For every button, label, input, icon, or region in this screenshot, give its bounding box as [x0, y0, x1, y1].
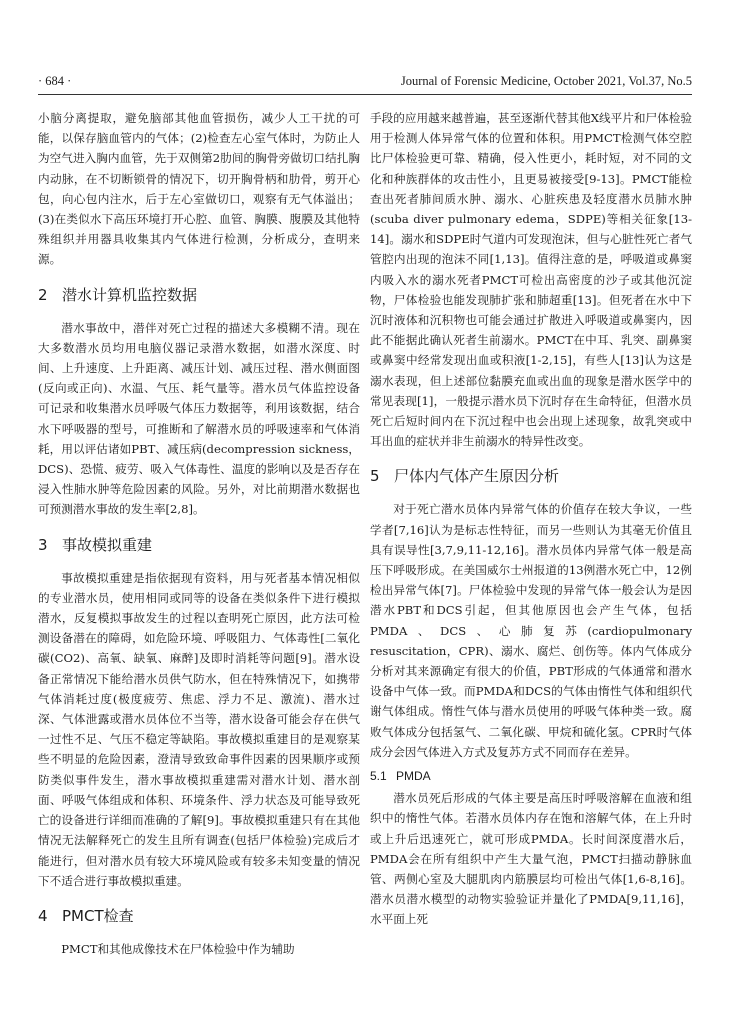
running-header: [38, 70, 692, 95]
left-column: [38, 108, 360, 959]
section-5-heading: [370, 465, 692, 487]
section-4-body: PMCT和其他成像技术在尸体检验中作为辅助: [61, 941, 295, 956]
page-number: · 684 ·: [38, 74, 72, 88]
section-number: 4: [38, 906, 48, 925]
section-4-heading: [38, 905, 360, 927]
section-3-body: 事故模拟重建是指依据现有资料，用与死者基本情况相似的专业潜水员，使用相同或同等的设备在类似条件下进行模拟潜水，反复模拟事故发生的过程以查明死亡原因，此方法可检测设备潜在的障碍，如危险环境、呼吸阻力、气体毒性[二氧化碳(CO2)、高氧、缺氧、麻醉]及即时消耗等问题[9]。潜水设备正常情况下能给潜水员供气防水，但在特殊情况下，如携带气体消耗过度(极度疲劳、焦虑、浮力不足、激流)、潜水过深、气体泄露或潜水员体位不当等，潜水设备可能会存在供气一过性不足、气压不稳定等缺陷。事故模拟重建目的是观察某些不明显的危险因素，澄清导致致命事件因素的因果顺序或预防类似事件发生，潜水事故模拟重建需对潜水计划、潜水剖面、呼吸气体组成和体积、环境条件、浮力状态及可能导致死亡的设备进行详细而准确的了解[9]。事故模拟重建只有在其他情况无法解释死亡的发生且所有调查(包括尸体检验)完成后才能进行，但对潜水员有较大环境风险或有较多未知变量的情况下不适合进行事故模拟重建。: [38, 570, 360, 888]
section-2-body: 潜水事故中，潜伴对死亡过程的描述大多模糊不清。现在大多数潜水员均用电脑仪器记录潜水数据，如潜水深度、时间、上升速度、上升距离、减压计划、减压过程、潜水侧面图(反向或正向)、水温、气压、耗气量等。潜水员气体监控设备可记录和收集潜水员呼吸气体压力数据等，利用该数据，结合水下呼吸器的型号，可推断和了解潜水员的呼吸速率和气体消耗，用以评估诸如PBT、减压病(decompression sickness，DCS)、恐慌、疲劳、吸入气体毒性、温度的影响以及是否存在浸入性肺水肿等危险因素的风险。另外，对比前期潜水数据也可预测潜水事故的发生率[2,8]。: [38, 320, 360, 517]
right-column: [370, 108, 692, 930]
subsection-5-1-body: 潜水员死后形成的气体主要是高压时呼吸溶解在血液和组织中的惰性气体。若潜水员体内存在饱和溶解气体，在上升时或上升后迅速死亡，就可形成PMDA。长时间深度潜水后，PMDA会在所有组织中产生大量气泡，PMCT扫描动静脉血管、两侧心室及大腿肌肉内筋膜层均可检出气体[1,6-8,16]。潜水员潜水模型的动物实验验证并量化了PMDA[9,11,16]，水平面上死: [370, 791, 692, 927]
section-3-heading: [38, 534, 360, 556]
section-2-heading: [38, 284, 360, 306]
section-number: 3: [38, 535, 48, 554]
subsection-title: PMDA: [396, 769, 431, 784]
section-title: PMCT检查: [62, 906, 134, 925]
subsection-5-1-heading: [370, 766, 692, 786]
section-title: 事故模拟重建: [62, 535, 153, 554]
subsection-number: 5.1: [370, 769, 387, 784]
section-number: 5: [370, 467, 380, 486]
section-number: 2: [38, 285, 48, 304]
section-title: 潜水计算机监控数据: [62, 285, 198, 304]
intro-paragraph: 小脑分离提取，避免脑部其他血管损伤，减少人工干扰的可能，以保存脑血管内的气体；(2)检查左心室气体时，为防止人为空气进入胸内血管，先于双侧第2肋间的胸骨旁做切口结扎胸内动脉，在不切断锁骨的情况下，切开胸骨柄和肋骨，剪开心包，向心包内注水，后于左心室做切口，观察有无气体溢出；(3)在类似水下高压环境打开心腔、血管、胸膜、腹膜及其他特殊组织并用器具收集其内气体进行检测，分析成分，查明来源。: [38, 111, 360, 267]
section-title: 尸体内气体产生原因分析: [394, 467, 560, 486]
continued-paragraph: 手段的应用越来越普遍，甚至逐渐代替其他X线平片和尸体检验用于检测人体异常气体的位置和体积。用PMCT检测气体空腔比尸体检验更可靠、精确，侵入性更小，耗时短，对不同的文化和种族群体的攻击性小，且更易被接受[9-13]。PMCT能检查出死者肺间质水肿、溺水、心脏疾患及轻度潜水员肺水肿(scuba diver pulmonary edema，SDPE)等相关征象[13-14]。溺水和SDPE时气道内可发现泡沫，但与心脏性死亡者气管腔内出现的泡沫不同[1,13]。值得注意的是，呼吸道或鼻窦内吸入水的溺水死者PMCT可检出高密度的沙子或其他沉淀物，尸体检验也能发现肺扩张和肺超重[13]。但死者在水中下沉时液体和沉积物也可能会通过扩散进入呼吸道或鼻窦内，因此不能据此确认死者生前溺水。PMCT在中耳、乳突、副鼻窦或鼻窦中经常发现出血或积液[1-2,15]，有些人[13]认为这是溺水表现，但上述部位黏膜充血或出血的现象是潜水医学中的常见表现[1]，一般提示潜水员下沉时存在生命特征，但潜水员死亡后短时间内在下沉过程中也会出现上述现象，故乳突或中耳出血的症状并非生前溺水的特异性改变。: [370, 111, 692, 449]
section-5-body: 对于死亡潜水员体内异常气体的价值存在较大争议，一些学者[7,16]认为是标志性特征，而另一些则认为其毫无价值且具有误导性[3,7,9,11-12,16]。潜水员体内异常气体一般是高压下呼吸形成。在美国威尔士州报道的13例潜水死亡中，12例检出异常气体[7]。尸体检验中发现的异常气体一般会认为是因潜水PBT和DCS引起，但其他原因也会产生气体，包括PMDA、DCS、心肺复苏(cardiopulmonary resuscitation，CPR)、溺水、腐烂、创伤等。体内气体成分分析对其来源确定有很大的价值，PBT形成的气体通常和潜水设备中气体一致。而PMDA和DCS的气体由惰性气体和组织代谢气体组成。惰性气体与潜水员使用的呼吸气体种类一致。腐败气体成分包括氢气、二氧化碳、甲烷和硫化氢。CPR时气体成分会因气体进入方式及复苏方式不同而存在差异。: [370, 502, 692, 759]
journal-citation: Journal of Forensic Medicine, October 2021, Vol.37, No.5: [400, 74, 692, 88]
